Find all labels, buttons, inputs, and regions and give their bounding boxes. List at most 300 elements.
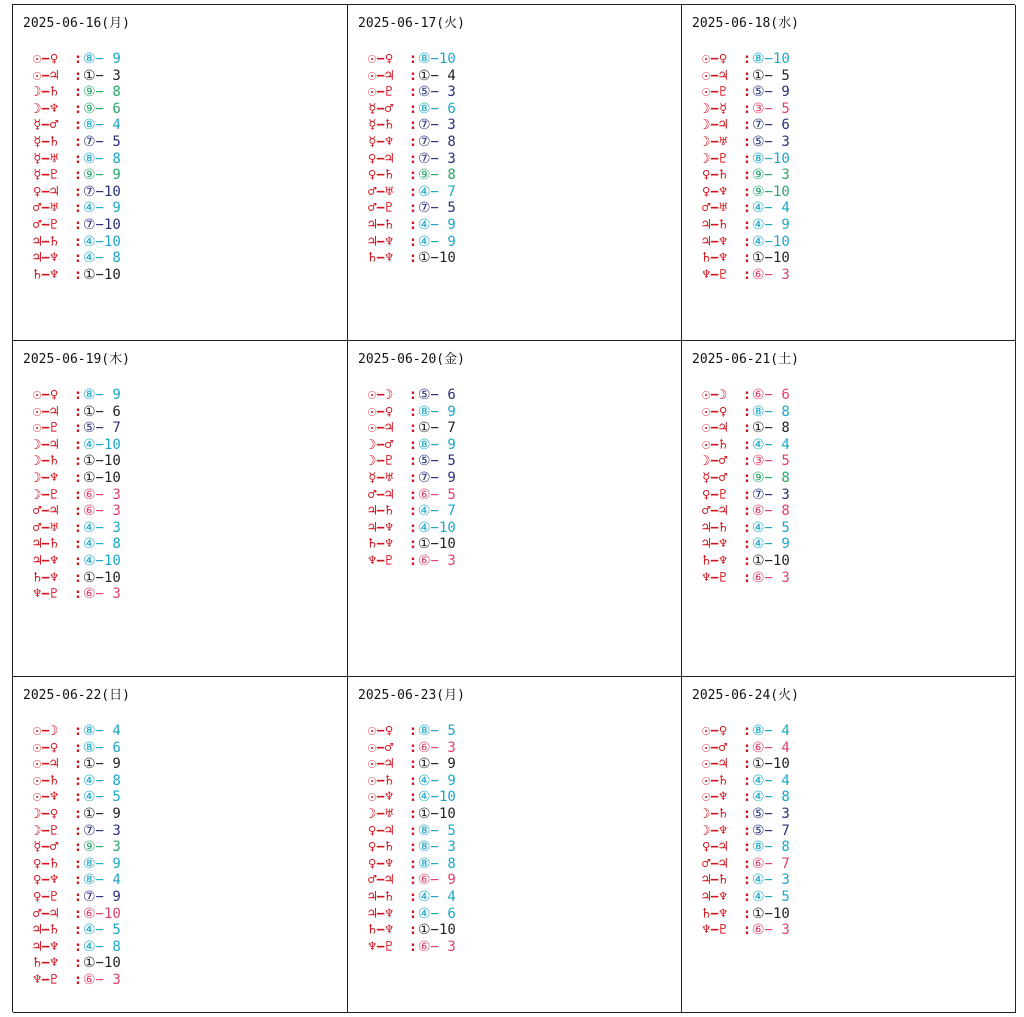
planet-pair: ☽−♇: [33, 486, 59, 503]
separator: :: [742, 822, 752, 839]
aspect-value: ①− 6: [83, 403, 121, 420]
separator: :: [408, 536, 418, 553]
aspect-row: [702, 134, 790, 151]
aspect-value: ⑦− 3: [83, 822, 121, 839]
planet-pair: ♂−♃: [33, 905, 59, 922]
aspect-row: [33, 487, 121, 504]
planet-pair: ☿−♂: [368, 100, 394, 117]
separator: :: [742, 772, 752, 789]
separator: :: [73, 955, 83, 972]
planet-pair: ♄−♆: [33, 266, 59, 283]
aspect-value: ①−10: [418, 805, 456, 822]
aspect-row: [702, 151, 790, 168]
aspect-row: [33, 184, 121, 201]
planet-pair: ☽−♄: [33, 84, 59, 101]
separator: :: [408, 772, 418, 789]
planet-pair: ☉−♃: [368, 420, 394, 437]
separator: :: [742, 200, 752, 217]
aspect-value: ④− 8: [83, 938, 121, 955]
planet-pair: ♆−♇: [368, 938, 394, 955]
aspect-value: ①− 9: [418, 756, 456, 773]
separator: :: [73, 552, 83, 569]
aspect-row: [702, 404, 790, 421]
planet-pair: ♄−♆: [702, 905, 728, 922]
aspect-row: [368, 839, 456, 856]
separator: :: [73, 216, 83, 233]
separator: :: [742, 569, 752, 586]
aspect-value: ⑧− 4: [752, 723, 790, 739]
aspect-row: [33, 200, 121, 217]
aspect-row: [368, 889, 456, 906]
aspect-value: ⑥− 3: [752, 569, 790, 586]
separator: :: [73, 486, 83, 503]
aspect-row: [368, 387, 456, 404]
planet-pair: ♂−♃: [702, 503, 728, 520]
aspect-value: ④− 9: [83, 200, 121, 217]
aspect-value: ⑧− 9: [83, 51, 121, 67]
aspect-row: [702, 387, 790, 404]
planet-pair: ☉−♀: [368, 51, 394, 67]
aspect-row: [33, 404, 121, 421]
aspect-value: ⑦−10: [83, 183, 121, 200]
aspect-row: [33, 217, 121, 234]
separator: :: [742, 839, 752, 856]
aspect-list: [368, 723, 456, 955]
aspect-value: ①− 7: [418, 420, 456, 437]
aspect-value: ④− 8: [83, 250, 121, 267]
aspect-row: [368, 553, 456, 570]
aspect-value: ⑧− 9: [418, 436, 456, 453]
planet-pair: ♆−♇: [702, 922, 728, 939]
planet-pair: ☉−♀: [702, 723, 728, 739]
aspect-value: ⑥−10: [83, 905, 121, 922]
planet-pair: ☽−♂: [368, 436, 394, 453]
aspect-value: ⑥− 7: [752, 855, 790, 872]
planet-pair: ☉−♃: [702, 67, 728, 84]
aspect-value: ③− 5: [752, 100, 790, 117]
aspect-value: ⑤− 3: [752, 133, 790, 150]
day-cell: [682, 5, 1016, 341]
separator: :: [742, 805, 752, 822]
separator: :: [73, 519, 83, 536]
aspect-row: [33, 789, 121, 806]
planet-pair: ☿−♂: [33, 839, 59, 856]
separator: :: [73, 789, 83, 806]
planet-pair: ☽−♇: [368, 453, 394, 470]
aspect-row: [33, 84, 121, 101]
aspect-value: ⑤− 3: [752, 805, 790, 822]
aspect-row: [33, 470, 121, 487]
aspect-row: [702, 856, 790, 873]
aspect-row: [702, 889, 790, 906]
planet-pair: ♃−♄: [702, 216, 728, 233]
aspect-row: [702, 217, 790, 234]
separator: :: [742, 872, 752, 889]
separator: :: [742, 250, 752, 267]
aspect-value: ④−10: [418, 789, 456, 806]
aspect-row: [702, 570, 790, 587]
aspect-value: ⑥− 3: [418, 739, 456, 756]
separator: :: [742, 469, 752, 486]
aspect-value: ④−10: [83, 552, 121, 569]
day-cell: [348, 341, 682, 677]
aspect-row: [368, 217, 456, 234]
planet-pair: ☉−♃: [368, 756, 394, 773]
aspect-value: ④− 6: [418, 905, 456, 922]
planet-pair: ♃−♆: [702, 233, 728, 250]
separator: :: [73, 167, 83, 184]
day-date: 2025-06-24(火): [692, 688, 799, 703]
separator: :: [73, 420, 83, 437]
aspect-value: ④− 8: [83, 536, 121, 553]
separator: :: [742, 739, 752, 756]
separator: :: [742, 552, 752, 569]
aspect-row: [368, 250, 456, 267]
aspect-value: ⑧− 3: [418, 839, 456, 856]
planet-pair: ♃−♄: [368, 216, 394, 233]
separator: :: [408, 216, 418, 233]
aspect-value: ④− 4: [752, 772, 790, 789]
planet-pair: ☽−♆: [33, 100, 59, 117]
aspect-row: [702, 553, 790, 570]
aspect-value: ⑦− 3: [418, 150, 456, 167]
planet-pair: ♀−♄: [368, 167, 394, 184]
day-cell: [682, 677, 1016, 1013]
aspect-value: ④− 4: [418, 888, 456, 905]
planet-pair: ♄−♆: [702, 552, 728, 569]
separator: :: [73, 250, 83, 267]
planet-pair: ♂−♅: [702, 200, 728, 217]
day-date: 2025-06-18(水): [692, 16, 799, 31]
planet-pair: ☿−♅: [368, 469, 394, 486]
planet-pair: ☽−♄: [702, 805, 728, 822]
planet-pair: ♃−♆: [33, 250, 59, 267]
planet-pair: ☉−♇: [368, 84, 394, 101]
aspect-row: [702, 101, 790, 118]
aspect-value: ⑥− 8: [752, 503, 790, 520]
aspect-row: [702, 773, 790, 790]
planet-pair: ♆−♇: [702, 266, 728, 283]
aspect-row: [702, 839, 790, 856]
separator: :: [73, 503, 83, 520]
planet-pair: ♀−♇: [33, 888, 59, 905]
aspect-row: [368, 200, 456, 217]
planet-pair: ♂−♃: [702, 855, 728, 872]
day-date: 2025-06-19(木): [23, 352, 130, 367]
planet-pair: ♀−♆: [33, 872, 59, 889]
aspect-row: [33, 101, 121, 118]
aspect-row: [702, 536, 790, 553]
planet-pair: ♂−♇: [368, 200, 394, 217]
separator: :: [742, 922, 752, 939]
aspect-row: [33, 740, 121, 757]
planet-pair: ♆−♇: [702, 569, 728, 586]
planet-pair: ☽−♃: [33, 436, 59, 453]
aspect-row: [702, 756, 790, 773]
aspect-row: [33, 586, 121, 603]
separator: :: [408, 51, 418, 67]
planet-pair: ♆−♇: [33, 586, 59, 603]
aspect-row: [702, 872, 790, 889]
aspect-row: [368, 420, 456, 437]
aspect-row: [702, 51, 790, 68]
aspect-value: ⑥− 3: [418, 938, 456, 955]
separator: :: [742, 150, 752, 167]
aspect-row: [33, 267, 121, 284]
aspect-row: [702, 922, 790, 939]
separator: :: [73, 805, 83, 822]
separator: :: [73, 51, 83, 67]
aspect-list: [33, 387, 121, 603]
separator: :: [408, 789, 418, 806]
aspect-row: [368, 470, 456, 487]
aspect-row: [368, 68, 456, 85]
aspect-value: ⑨−10: [752, 183, 790, 200]
planet-pair: ♄−♆: [33, 569, 59, 586]
planet-pair: ♄−♆: [702, 250, 728, 267]
aspect-row: [702, 740, 790, 757]
aspect-value: ①−10: [418, 250, 456, 267]
planet-pair: ☿−♂: [702, 469, 728, 486]
planet-pair: ☉−♀: [368, 403, 394, 420]
aspect-row: [33, 437, 121, 454]
aspect-row: [702, 789, 790, 806]
aspect-row: [702, 420, 790, 437]
aspect-value: ④− 3: [83, 519, 121, 536]
planet-pair: ♃−♆: [33, 938, 59, 955]
aspect-row: [368, 723, 456, 740]
aspect-value: ①−10: [83, 469, 121, 486]
planet-pair: ☿−♄: [368, 117, 394, 134]
aspect-value: ⑨− 8: [418, 167, 456, 184]
aspect-row: [368, 134, 456, 151]
separator: :: [73, 772, 83, 789]
separator: :: [73, 922, 83, 939]
aspect-row: [368, 453, 456, 470]
aspect-list: [33, 51, 121, 283]
aspect-row: [368, 487, 456, 504]
aspect-row: [368, 167, 456, 184]
aspect-value: ⑨− 8: [752, 469, 790, 486]
aspect-value: ①− 9: [83, 756, 121, 773]
separator: :: [408, 233, 418, 250]
aspect-row: [33, 939, 121, 956]
aspect-value: ⑤− 5: [418, 453, 456, 470]
separator: :: [742, 756, 752, 773]
aspect-row: [368, 437, 456, 454]
aspect-value: ⑤− 3: [418, 84, 456, 101]
separator: :: [742, 183, 752, 200]
planet-pair: ♆−♇: [368, 552, 394, 569]
separator: :: [408, 67, 418, 84]
aspect-row: [33, 889, 121, 906]
aspect-value: ⑦− 9: [83, 888, 121, 905]
separator: :: [73, 822, 83, 839]
aspect-row: [33, 839, 121, 856]
separator: :: [742, 216, 752, 233]
aspect-value: ①−10: [83, 266, 121, 283]
planet-pair: ☽−♇: [702, 150, 728, 167]
aspect-row: [702, 503, 790, 520]
aspect-row: [368, 922, 456, 939]
aspect-row: [702, 520, 790, 537]
aspect-value: ④−10: [83, 233, 121, 250]
planet-pair: ♂−♅: [368, 183, 394, 200]
aspect-row: [368, 856, 456, 873]
day-cell: [13, 341, 348, 677]
separator: :: [73, 723, 83, 739]
separator: :: [408, 519, 418, 536]
separator: :: [742, 855, 752, 872]
aspect-value: ④− 9: [752, 216, 790, 233]
aspect-row: [33, 503, 121, 520]
separator: :: [408, 805, 418, 822]
aspect-value: ④− 4: [752, 200, 790, 217]
aspect-row: [33, 387, 121, 404]
planet-pair: ☉−♃: [368, 67, 394, 84]
aspect-value: ⑧− 9: [418, 403, 456, 420]
aspect-value: ④− 7: [418, 503, 456, 520]
aspect-row: [368, 234, 456, 251]
planet-pair: ☉−♄: [368, 772, 394, 789]
aspect-value: ⑥− 3: [83, 486, 121, 503]
aspect-value: ⑥− 4: [752, 739, 790, 756]
planet-pair: ♀−♄: [702, 167, 728, 184]
aspect-row: [702, 453, 790, 470]
planet-pair: ☉−♃: [33, 403, 59, 420]
planet-pair: ☽−♂: [702, 453, 728, 470]
planet-pair: ♃−♆: [368, 233, 394, 250]
aspect-value: ⑧− 9: [83, 387, 121, 403]
separator: :: [742, 51, 752, 67]
aspect-row: [368, 101, 456, 118]
planet-pair: ♆−♇: [33, 971, 59, 988]
aspect-row: [368, 773, 456, 790]
planet-pair: ♃−♆: [702, 536, 728, 553]
aspect-row: [702, 437, 790, 454]
separator: :: [73, 855, 83, 872]
day-date: 2025-06-22(日): [23, 688, 130, 703]
separator: :: [742, 723, 752, 739]
separator: :: [73, 117, 83, 134]
aspect-row: [368, 84, 456, 101]
aspect-value: ①−10: [752, 905, 790, 922]
planet-pair: ♀−♇: [702, 486, 728, 503]
planet-pair: ☉−♃: [702, 756, 728, 773]
aspect-value: ⑧−10: [418, 51, 456, 67]
planet-pair: ☽−♄: [33, 453, 59, 470]
planet-pair: ♀−♃: [702, 839, 728, 856]
aspect-value: ⑧− 4: [83, 872, 121, 889]
planet-pair: ♃−♆: [702, 888, 728, 905]
planet-pair: ☉−♀: [702, 403, 728, 420]
separator: :: [408, 855, 418, 872]
aspect-row: [702, 234, 790, 251]
day-date: 2025-06-16(月): [23, 16, 130, 31]
aspect-value: ⑥− 9: [418, 872, 456, 889]
separator: :: [408, 453, 418, 470]
aspect-row: [368, 404, 456, 421]
aspect-value: ⑦− 6: [752, 117, 790, 134]
day-cell: [13, 5, 348, 341]
aspect-list: [368, 51, 456, 267]
planet-pair: ☉−♀: [368, 723, 394, 739]
planet-pair: ☉−♀: [33, 51, 59, 67]
planet-pair: ♂−♅: [33, 519, 59, 536]
aspect-row: [33, 151, 121, 168]
aspect-value: ⑧− 9: [83, 855, 121, 872]
planet-pair: ☉−♄: [702, 772, 728, 789]
aspect-value: ①−10: [752, 250, 790, 267]
aspect-value: ⑧− 6: [83, 739, 121, 756]
aspect-value: ⑧− 8: [83, 150, 121, 167]
separator: :: [408, 756, 418, 773]
aspect-value: ④− 9: [418, 772, 456, 789]
planet-pair: ☉−☽: [702, 387, 728, 403]
separator: :: [73, 266, 83, 283]
aspect-value: ④− 8: [752, 789, 790, 806]
planet-pair: ♄−♆: [368, 536, 394, 553]
aspect-value: ⑧− 4: [83, 723, 121, 739]
aspect-row: [702, 117, 790, 134]
planet-pair: ☉−♂: [702, 739, 728, 756]
separator: :: [73, 453, 83, 470]
planet-pair: ☽−♇: [33, 822, 59, 839]
separator: :: [742, 133, 752, 150]
aspect-row: [33, 68, 121, 85]
separator: :: [73, 403, 83, 420]
aspect-value: ④− 4: [752, 436, 790, 453]
separator: :: [73, 436, 83, 453]
aspect-value: ⑥− 3: [83, 971, 121, 988]
separator: :: [408, 133, 418, 150]
aspect-value: ①− 9: [83, 805, 121, 822]
aspect-row: [702, 200, 790, 217]
separator: :: [408, 403, 418, 420]
aspect-value: ①−10: [83, 569, 121, 586]
planet-pair: ☉−♄: [33, 772, 59, 789]
aspect-value: ⑨− 8: [83, 84, 121, 101]
planet-pair: ☽−♅: [702, 133, 728, 150]
aspect-row: [33, 823, 121, 840]
separator: :: [73, 133, 83, 150]
aspect-value: ⑦− 3: [752, 486, 790, 503]
planet-pair: ♀−♄: [33, 855, 59, 872]
separator: :: [73, 971, 83, 988]
day-date: 2025-06-21(土): [692, 352, 799, 367]
separator: :: [408, 387, 418, 403]
aspect-value: ④− 5: [752, 888, 790, 905]
planet-pair: ♃−♄: [33, 536, 59, 553]
aspect-value: ⑤− 7: [752, 822, 790, 839]
planet-pair: ☿−♂: [33, 117, 59, 134]
separator: :: [742, 84, 752, 101]
aspect-value: ④− 9: [752, 536, 790, 553]
day-cell: [348, 677, 682, 1013]
separator: :: [73, 888, 83, 905]
aspect-value: ⑦− 8: [418, 133, 456, 150]
aspect-value: ⑦− 3: [418, 117, 456, 134]
planet-pair: ♂−♃: [33, 503, 59, 520]
planet-pair: ♃−♆: [368, 519, 394, 536]
planet-pair: ♀−♃: [368, 822, 394, 839]
separator: :: [408, 200, 418, 217]
day-date: 2025-06-17(火): [358, 16, 465, 31]
aspect-value: ⑦− 5: [418, 200, 456, 217]
aspect-value: ①−10: [83, 955, 121, 972]
separator: :: [73, 387, 83, 403]
aspect-value: ⑦− 9: [418, 469, 456, 486]
